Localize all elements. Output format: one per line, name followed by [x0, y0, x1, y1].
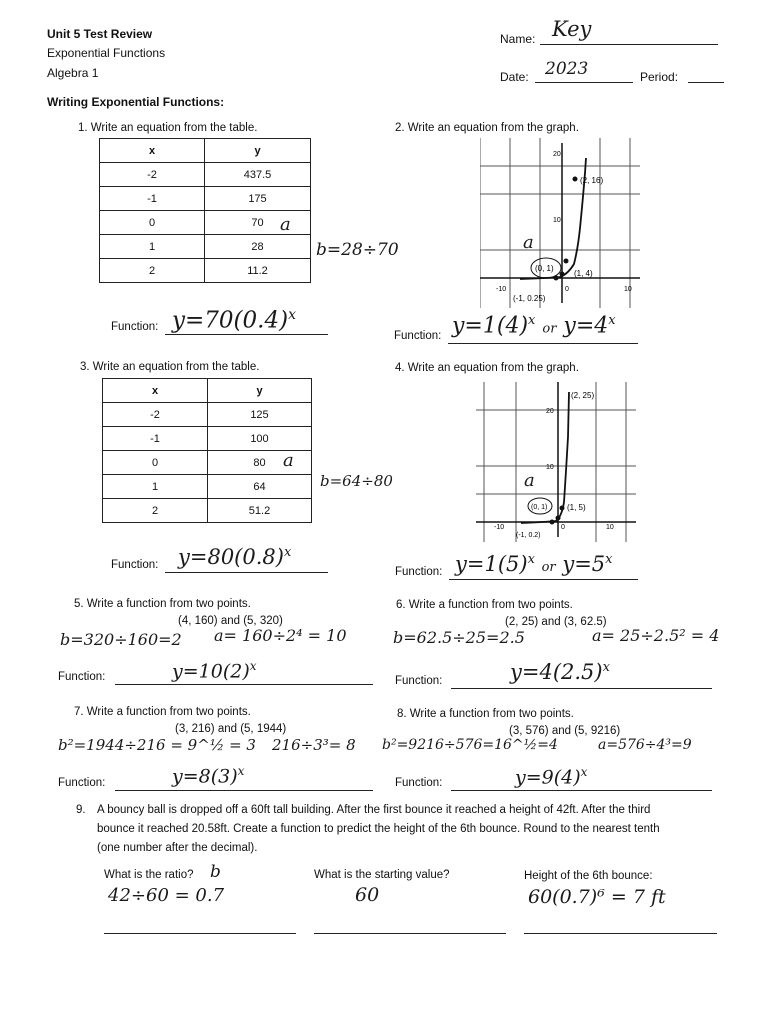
period-label: Period: [640, 70, 679, 84]
q9-ratio-note: b [210, 862, 221, 882]
name-label: Name: [500, 32, 536, 46]
q6-answer-line [451, 688, 712, 689]
q4-tick-10: 10 [546, 464, 554, 471]
q4-point-label: (2, 25) [571, 391, 595, 400]
q1-cell: 28 [205, 235, 311, 259]
table-row [103, 403, 312, 427]
q5-answer: $y=10(2)^x$ [172, 659, 257, 683]
q3-cell: 100 [208, 427, 312, 451]
q7-answer-line [115, 790, 373, 791]
q6-function-label: Function: [395, 675, 443, 687]
name-value: Key [552, 17, 592, 41]
q4-note-a: a [524, 470, 535, 491]
q2-tick-neg10: -10 [496, 286, 507, 293]
q4-tick-20: 20 [546, 408, 554, 415]
q7-prompt: 7. Write a function from two points. [74, 706, 251, 718]
q2-tick-0: 0 [565, 286, 569, 293]
q7-function-label: Function: [58, 777, 106, 789]
q3-cell: 64 [208, 475, 312, 499]
q9-text-line3: (one number after the decimal). [97, 842, 258, 854]
q9-text-line2: bounce it reached 20.58ft. Create a function to predict the height of the 6th bounce. Round to the nearest tenth [97, 823, 660, 835]
q1-cell: -1 [100, 187, 205, 211]
q1-cell: 70 [205, 211, 311, 235]
section-title: Writing Exponential Functions: [47, 95, 225, 109]
q6-points: (2, 25) and (3, 62.5) [505, 616, 607, 628]
date-line [535, 82, 633, 83]
q4-answer: $y=1(5)^x$ or $y=5^x$ [455, 552, 613, 576]
q9-start-label: What is the starting value? [314, 869, 450, 881]
q3-cell: -2 [103, 403, 208, 427]
q4-tick-neg10: -10 [494, 524, 505, 531]
q3-cell: 125 [208, 403, 312, 427]
q3-cell: -1 [103, 427, 208, 451]
q4-tick-pos10: 10 [606, 524, 614, 531]
q8-function-label: Function: [395, 777, 443, 789]
q9-ratio-label: What is the ratio? [104, 869, 194, 881]
q1-cell: 175 [205, 187, 311, 211]
q7-answer: $y=8(3)^x$ [172, 764, 245, 788]
q9-height-work: 60(0.7)⁶ = 7 ft [528, 886, 666, 908]
date-label: Date: [500, 70, 529, 84]
q7-points: (3, 216) and (5, 1944) [175, 723, 287, 735]
q2-point-label: (0, 1) [535, 264, 554, 273]
q3-function-label: Function: [111, 559, 159, 571]
q7-work-a: 216÷3³= 8 [272, 736, 356, 754]
q4-point-label: (1, 5) [567, 503, 586, 512]
table-row [103, 499, 312, 523]
table-row [100, 259, 311, 283]
q3-cell: 51.2 [208, 499, 312, 523]
q2-function-label: Function: [394, 330, 442, 342]
q2-tick-10: 10 [553, 217, 561, 224]
q2-graph [480, 138, 640, 308]
q4-answer-line [449, 579, 638, 580]
q1-cell: -2 [100, 163, 205, 187]
period-line [688, 82, 724, 83]
doc-title: Unit 5 Test Review [47, 27, 153, 41]
q9-ratio-work: 42÷60 = 0.7 [108, 885, 225, 906]
q2-prompt: 2. Write an equation from the graph. [395, 122, 579, 134]
q1-cell: 11.2 [205, 259, 311, 283]
q3-col-x: x [103, 379, 208, 403]
q1-cell: 0 [100, 211, 205, 235]
name-line [540, 44, 718, 45]
q9-ratio-line [104, 933, 296, 934]
q2-point-label: (2, 16) [580, 176, 604, 185]
q2-point-label: (1, 4) [574, 269, 593, 278]
q4-function-label: Function: [395, 566, 443, 578]
q1-cell: 437.5 [205, 163, 311, 187]
q1-function-label: Function: [111, 321, 159, 333]
q2-point-label: (-1, 0.25) [513, 294, 546, 303]
q8-work-a: a=576÷4³=9 [598, 737, 692, 753]
q4-graph [476, 382, 636, 542]
q1-answer-line [165, 334, 328, 335]
q2-tick-pos10: 10 [624, 286, 632, 293]
q9-start-work: 60 [355, 884, 380, 906]
q2-note-a: a [523, 232, 534, 253]
q6-answer: $y=4(2.5)^x$ [510, 660, 610, 684]
table-row [100, 235, 311, 259]
q9-start-line [314, 933, 506, 934]
q1-cell: 2 [100, 259, 205, 283]
q3-prompt: 3. Write an equation from the table. [80, 361, 260, 373]
q6-work-a: a= 25÷2.5² = 4 [592, 626, 720, 645]
q7-work-b: b²=1944÷216 = 9^½ = 3 [58, 736, 256, 754]
q1-prompt: 1. Write an equation from the table. [78, 122, 258, 134]
q3-col-y: y [208, 379, 312, 403]
q9-number: 9. [76, 804, 86, 816]
q8-answer-line [451, 790, 712, 791]
table-row [103, 451, 312, 475]
q3-cell: 80 [208, 451, 312, 475]
course-name: Algebra 1 [47, 66, 99, 80]
q2-answer: $y=1(4)^x$ or $y=4^x$ [452, 313, 616, 339]
q8-points: (3, 576) and (5, 9216) [509, 725, 621, 737]
q3-answer-line [165, 572, 328, 573]
q1-answer: $y=70(0.4)^x$ [172, 307, 296, 334]
q5-function-label: Function: [58, 671, 106, 683]
q5-work-a: a= 160÷2⁴ = 10 [214, 626, 347, 645]
q4-point-label: (-1, 0.2) [516, 532, 541, 539]
date-value: 2023 [545, 59, 589, 79]
q1-note-a: a [280, 214, 291, 235]
table-row [103, 427, 312, 451]
q1-table [99, 138, 311, 283]
q8-work-b: b²=9216÷576=16^½=4 [382, 737, 558, 753]
q2-answer-line [448, 343, 638, 344]
table-row [103, 475, 312, 499]
q8-answer: $y=9(4)^x$ [515, 765, 588, 789]
q3-table [102, 378, 312, 523]
table-row [100, 187, 311, 211]
q3-note-a: a [283, 450, 294, 471]
q3-cell: 0 [103, 451, 208, 475]
q6-prompt: 6. Write a function from two points. [396, 599, 573, 611]
q8-prompt: 8. Write a function from two points. [397, 708, 574, 720]
q2-tick-20: 20 [553, 151, 561, 158]
q5-points: (4, 160) and (5, 320) [178, 615, 283, 627]
q4-point-label: (0, 1) [531, 504, 548, 511]
q4-prompt: 4. Write an equation from the graph. [395, 362, 579, 374]
q9-height-label: Height of the 6th bounce: [524, 870, 653, 882]
q3-cell: 2 [103, 499, 208, 523]
q3-cell: 1 [103, 475, 208, 499]
q1-col-y: y [205, 139, 311, 163]
table-row [100, 163, 311, 187]
q3-note-b: b=64÷80 [320, 472, 393, 490]
table-row [100, 211, 311, 235]
q4-tick-0: 0 [561, 524, 565, 531]
q1-note-b: b=28÷70 [316, 240, 399, 260]
q1-col-x: x [100, 139, 205, 163]
q9-text-line1: A bouncy ball is dropped off a 60ft tall building. After the first bounce it reached a height of 42ft. After the third [97, 804, 651, 816]
q1-cell: 1 [100, 235, 205, 259]
q3-answer: $y=80(0.8)^x$ [178, 545, 292, 569]
doc-subtitle: Exponential Functions [47, 46, 166, 60]
q9-height-line [524, 933, 717, 934]
q6-work-b: b=62.5÷25=2.5 [393, 628, 525, 647]
q5-work-b: b=320÷160=2 [60, 630, 182, 649]
q5-prompt: 5. Write a function from two points. [74, 598, 251, 610]
q5-answer-line [115, 684, 373, 685]
